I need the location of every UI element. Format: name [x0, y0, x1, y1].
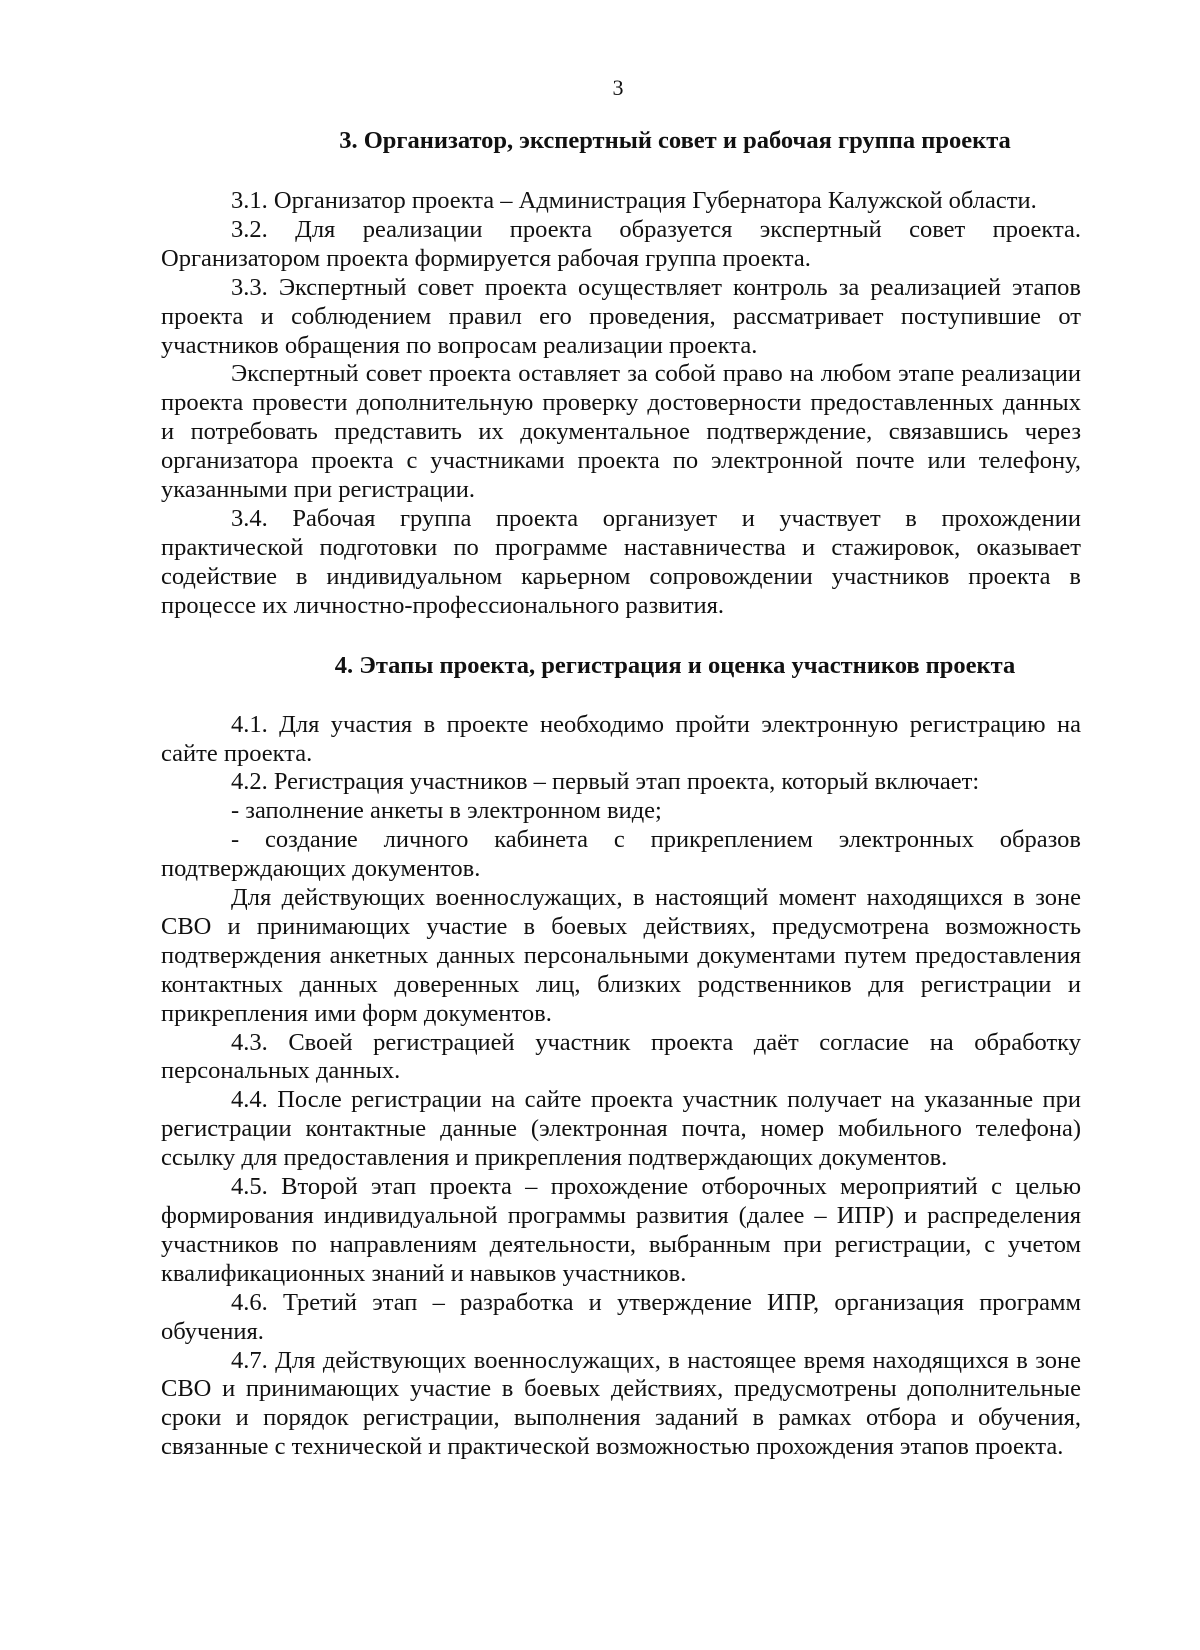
paragraph-4-1: 4.1. Для участия в проекте необходимо пройти электронную регистрацию на сайте проекта. — [161, 710, 1081, 767]
page-number: 3 — [612, 75, 624, 100]
paragraph-4-2: 4.2. Регистрация участников – первый этап проекта, который включает: — [231, 768, 980, 796]
section-3-heading: 3. Организатор, экспертный совет и рабочая группа проекта — [339, 127, 1011, 154]
paragraph-4-2-servicemen: Для действующих военнослужащих, в настоящий момент находящихся в зоне СВО и принимающих участие в боевых действиях, предусмотрена возможность подтверждения анкетных данных персональными документами путем предоставления контактных данных доверенных лиц, близких родственников для регистрации и прикрепления ими форм документов. — [161, 884, 1081, 1027]
list-item-questionnaire: - заполнение анкеты в электронном виде; — [231, 797, 662, 825]
paragraph-4-7: 4.7. Для действующих военнослужащих, в настоящее время находящихся в зоне СВО и принимающих участие в боевых действиях, предусмотрены дополнительные сроки и порядок регистрации, выполнения заданий в рамках отбора и обучения, связанные с технической и практической возможностью прохождения этапов проекта. — [161, 1346, 1081, 1461]
paragraph-3-3: 3.3. Экспертный совет проекта осуществляет контроль за реализацией этапов проекта и соблюдением правил его проведения, рассматривает поступившие от участников обращения по вопросам реализации проекта. — [161, 273, 1081, 359]
paragraph-3-4: 3.4. Рабочая группа проекта организует и участвует в прохождении практической подготовки по программе наставничества и стажировок, оказывает содействие в индивидуальном карьерном сопровождении участников проекта в процессе их личностно-профессионального развития. — [161, 504, 1081, 619]
paragraph-4-5: 4.5. Второй этап проекта – прохождение отборочных мероприятий с целью формирования индивидуальной программы развития (далее – ИПР) и распределения участников по направлениям деятельности, выбранным при регистрации, с учетом квалификационных знаний и навыков участников. — [161, 1173, 1081, 1287]
list-item-personal-account: - создание личного кабинета с прикреплением электронных образов подтверждающих документов. — [161, 826, 1081, 883]
document-body — [161, 126, 1081, 1462]
paragraph-3-3-expert-council: Экспертный совет проекта оставляет за собой право на любом этапе реализации проекта провести дополнительную проверку достоверности предоставленных данных и потребовать представить их документальное подтверждение, связавшись через организатора проекта с участниками проекта по электронной почте или телефону, указанными при регистрации. — [161, 360, 1081, 504]
paragraph-4-6: 4.6. Третий этап – разработка и утверждение ИПР, организация программ обучения. — [161, 1288, 1081, 1345]
paragraph-4-4: 4.4. После регистрации на сайте проекта участник получает на указанные при регистрации контактные данные (электронная почта, номер мобильного телефона) ссылку для предоставления и прикрепления подтверждающих документов. — [161, 1086, 1081, 1172]
paragraph-3-2: 3.2. Для реализации проекта образуется экспертный совет проекта. Организатором проекта формируется рабочая группа проекта. — [161, 215, 1081, 272]
paragraph-4-3: 4.3. Своей регистрацией участник проекта даёт согласие на обработку персональных данных. — [161, 1028, 1081, 1085]
paragraph-3-1: 3.1. Организатор проекта – Администрация Губернатора Калужской области. — [231, 187, 1037, 214]
section-4-heading: 4. Этапы проекта, регистрация и оценка участников проекта — [334, 651, 1016, 679]
